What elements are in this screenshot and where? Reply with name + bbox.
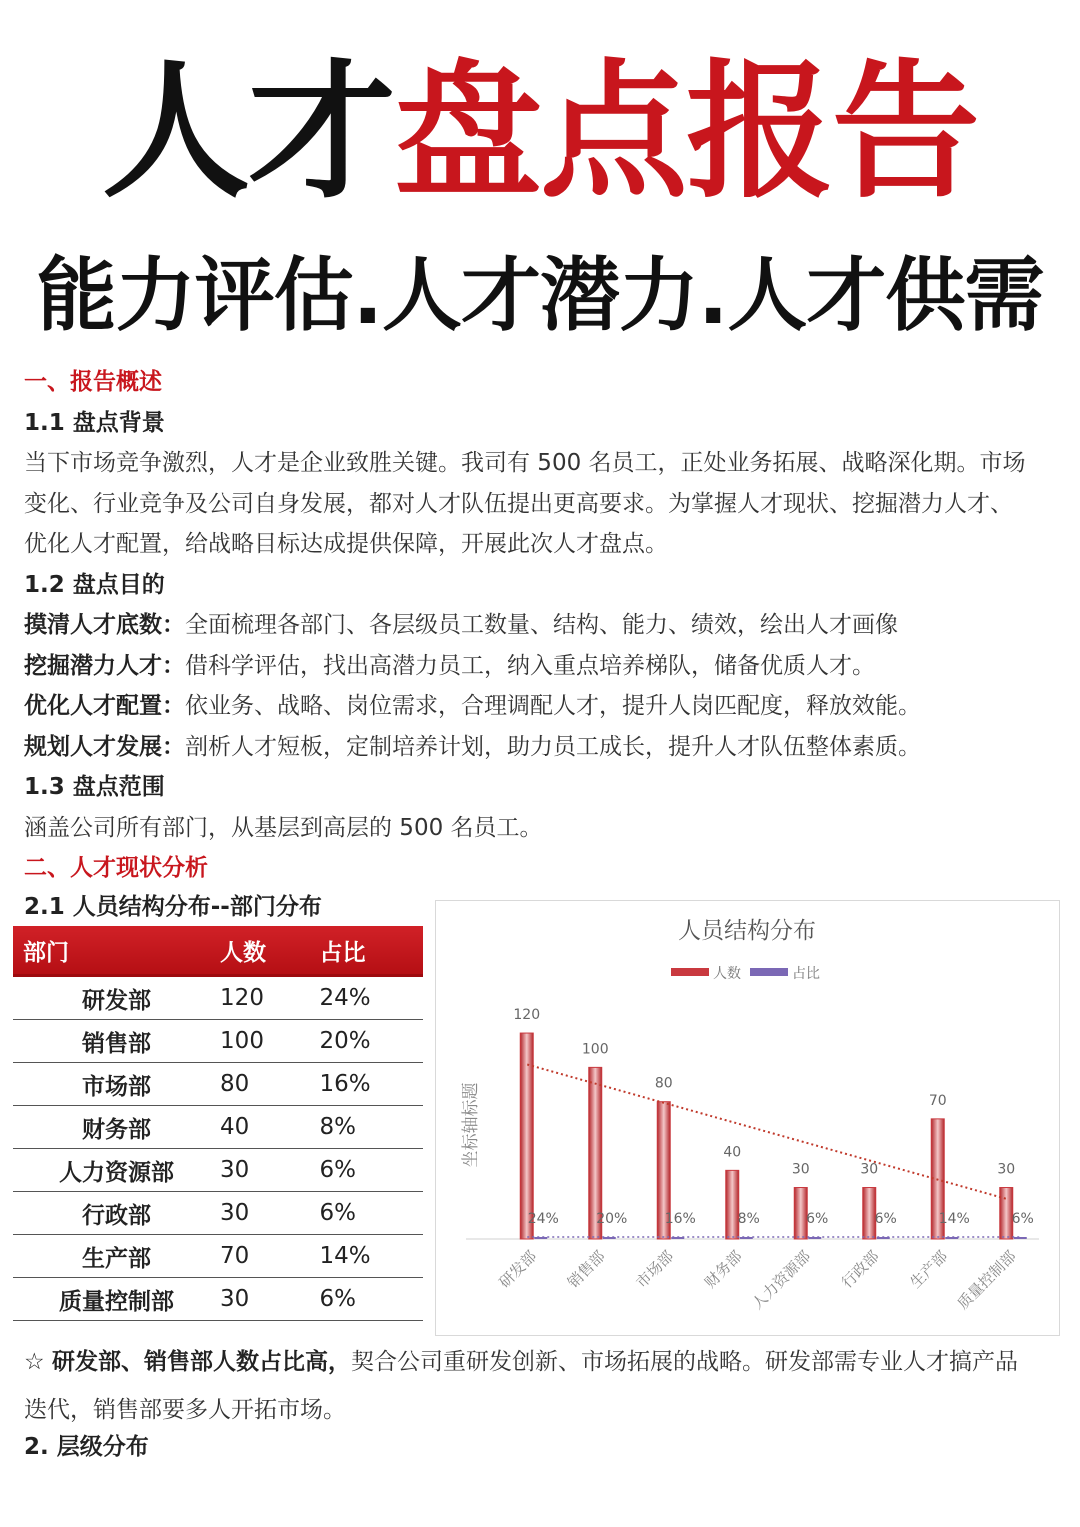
- x-tick-label: 质量控制部: [953, 1247, 1020, 1313]
- bar-ratio-研发部: [534, 1237, 547, 1239]
- cell-count: 80: [220, 1063, 319, 1106]
- cell-dept: 生产部: [13, 1235, 220, 1278]
- report-title: [0, 46, 1080, 218]
- goal-item: [24, 605, 1064, 646]
- cell-dept: 市场部: [13, 1063, 220, 1106]
- legend-label-count: 人数: [713, 966, 741, 982]
- goal-text: 剖析人才短板，定制培养计划，助力员工成长，提升人才队伍整体素质。: [185, 733, 921, 760]
- note-bold: 研发部、销售部人数占比高，: [51, 1349, 351, 1375]
- title-black: 人才: [102, 46, 394, 218]
- goal-item: [24, 646, 1064, 687]
- goal-label: 规划人才发展：: [24, 733, 185, 760]
- chart-svg: [436, 901, 1059, 1335]
- x-tick-label: 市场部: [632, 1247, 678, 1292]
- cell-dept: 研发部: [13, 976, 220, 1020]
- cell-ratio: 24%: [319, 976, 423, 1020]
- section-heading-1: 一、报告概述: [24, 369, 162, 395]
- cell-count: 100: [220, 1020, 319, 1063]
- goal-item: [24, 686, 1064, 727]
- background-line-2: 变化、行业竞争及公司自身发展，都对人才队伍提出更高要求。为掌握人才现状、挖掘潜力人才、: [24, 490, 1013, 517]
- report-body: [24, 362, 1064, 889]
- data-label-count: 70: [928, 1092, 947, 1109]
- header-ratio: 占比: [319, 926, 423, 976]
- table-header-row: [13, 926, 423, 976]
- bar-ratio-人力资源部: [808, 1237, 821, 1239]
- x-tick-label: 行政部: [838, 1247, 883, 1292]
- chart-title: 人员结构分布: [678, 918, 816, 944]
- bar-count-财务部: [726, 1170, 739, 1239]
- goal-label: 摸清人才底数：: [24, 612, 185, 638]
- data-label-ratio: 8%: [737, 1211, 760, 1227]
- note-text: 契合公司重研发创新、市场拓展的战略。研发部需专业人才搞产品: [350, 1349, 1018, 1375]
- star-icon: ☆: [24, 1349, 45, 1375]
- data-label-count: 30: [791, 1161, 810, 1178]
- cell-dept: 销售部: [13, 1020, 220, 1063]
- cell-count: 40: [220, 1106, 319, 1149]
- table-row: [13, 1149, 423, 1192]
- data-label-ratio: 6%: [806, 1211, 829, 1227]
- x-tick-label: 销售部: [564, 1247, 609, 1292]
- header-count: 人数: [220, 926, 319, 976]
- subsection-1-1: 1.1 盘点背景: [24, 409, 165, 436]
- note-text-2: 迭代，销售部要多人开拓市场。: [24, 1397, 346, 1423]
- goal-label: 优化人才配置：: [24, 693, 185, 719]
- data-label-count: 40: [723, 1144, 742, 1161]
- x-tick-label: 研发部: [495, 1247, 541, 1292]
- department-table: [13, 926, 423, 1321]
- background-line-3: 优化人才配置，给战略目标达成提供保障，开展此次人才盘点。: [24, 531, 668, 557]
- table-row: [13, 1278, 423, 1321]
- data-label-ratio: 6%: [1011, 1211, 1034, 1227]
- legend-swatch-ratio: [750, 968, 788, 976]
- bar-ratio-质量控制部: [1014, 1237, 1027, 1239]
- subsection-1-3: 1.3 盘点范围: [24, 774, 165, 800]
- cell-dept: 质量控制部: [13, 1278, 220, 1321]
- goal-text: 借科学评估，找出高潜力员工，纳入重点培养梯队，储备优质人才。: [185, 652, 875, 679]
- cell-ratio: 8%: [319, 1106, 423, 1149]
- table-row: [13, 1235, 423, 1278]
- data-label-count: 80: [654, 1075, 673, 1092]
- header-dept: 部门: [13, 926, 220, 976]
- table-row: [13, 1063, 423, 1106]
- cell-ratio: 16%: [319, 1063, 423, 1106]
- background-line-1: 当下市场竞争激烈，人才是企业致胜关键。我司有 500 名员工，正处业务拓展、战略深化期。市场: [24, 450, 1026, 476]
- section-heading-2: 二、人才现状分析: [24, 855, 208, 881]
- x-tick-label: 生产部: [906, 1247, 952, 1292]
- cell-count: 30: [220, 1149, 319, 1192]
- bar-ratio-生产部: [945, 1237, 958, 1239]
- title-red: 盘点报告: [394, 46, 978, 218]
- x-tick-label: 人力资源部: [748, 1247, 815, 1313]
- legend-swatch-count: [671, 968, 709, 976]
- cell-ratio: 6%: [319, 1149, 423, 1192]
- data-label-count: 30: [997, 1161, 1016, 1178]
- chart-bars: [466, 1007, 1039, 1313]
- table-row: [13, 1106, 423, 1149]
- subsection-2-1: 2.1 人员结构分布--部门分布: [24, 894, 322, 920]
- cell-count: 30: [220, 1192, 319, 1235]
- cell-count: 70: [220, 1235, 319, 1278]
- cell-ratio: 20%: [319, 1020, 423, 1063]
- data-label-ratio: 14%: [938, 1211, 970, 1227]
- cell-ratio: 6%: [319, 1278, 423, 1321]
- x-tick-label: 财务部: [701, 1247, 746, 1292]
- goal-item: [24, 727, 1064, 768]
- cell-count: 30: [220, 1278, 319, 1321]
- data-label-ratio: 24%: [527, 1211, 559, 1227]
- goal-label: 挖掘潜力人才：: [24, 652, 185, 679]
- structure-chart: [435, 900, 1060, 1336]
- y-axis-title: 坐标轴标题: [461, 1082, 481, 1168]
- cell-ratio: 14%: [319, 1235, 423, 1278]
- scope-text: 涵盖公司所有部门，从基层到高层的 500 名员工。: [24, 814, 543, 841]
- data-label-ratio: 6%: [874, 1211, 897, 1227]
- table-row: [13, 976, 423, 1020]
- bar-ratio-财务部: [740, 1237, 753, 1239]
- cell-count: 120: [220, 976, 319, 1020]
- cell-dept: 人力资源部: [13, 1149, 220, 1192]
- subsection-1-2: 1.2 盘点目的: [24, 571, 165, 598]
- cell-dept: 财务部: [13, 1106, 220, 1149]
- data-label-ratio: 20%: [596, 1211, 628, 1227]
- legend-label-ratio: 占比: [792, 966, 820, 982]
- data-label-ratio: 16%: [664, 1211, 696, 1227]
- report-subtitle: 能力评估.人才潜力.人才供需: [36, 249, 1044, 342]
- chart-legend: [671, 965, 820, 982]
- cell-dept: 行政部: [13, 1192, 220, 1235]
- data-label-count: 100: [581, 1041, 609, 1058]
- table-row: [13, 1192, 423, 1235]
- bar-count-研发部: [520, 1033, 533, 1239]
- table-row: [13, 1020, 423, 1063]
- data-label-count: 120: [513, 1007, 541, 1024]
- goal-text: 全面梳理各部门、各层级员工数量、结构、能力、绩效，绘出人才画像: [185, 612, 898, 638]
- cell-ratio: 6%: [319, 1192, 423, 1235]
- analysis-note: [24, 1338, 1064, 1434]
- goal-text: 依业务、战略、岗位需求，合理调配人才，提升人岗匹配度，释放效能。: [185, 693, 921, 719]
- subsection-2-2: 2. 层级分布: [24, 1434, 149, 1460]
- data-label-count: 30: [860, 1161, 879, 1178]
